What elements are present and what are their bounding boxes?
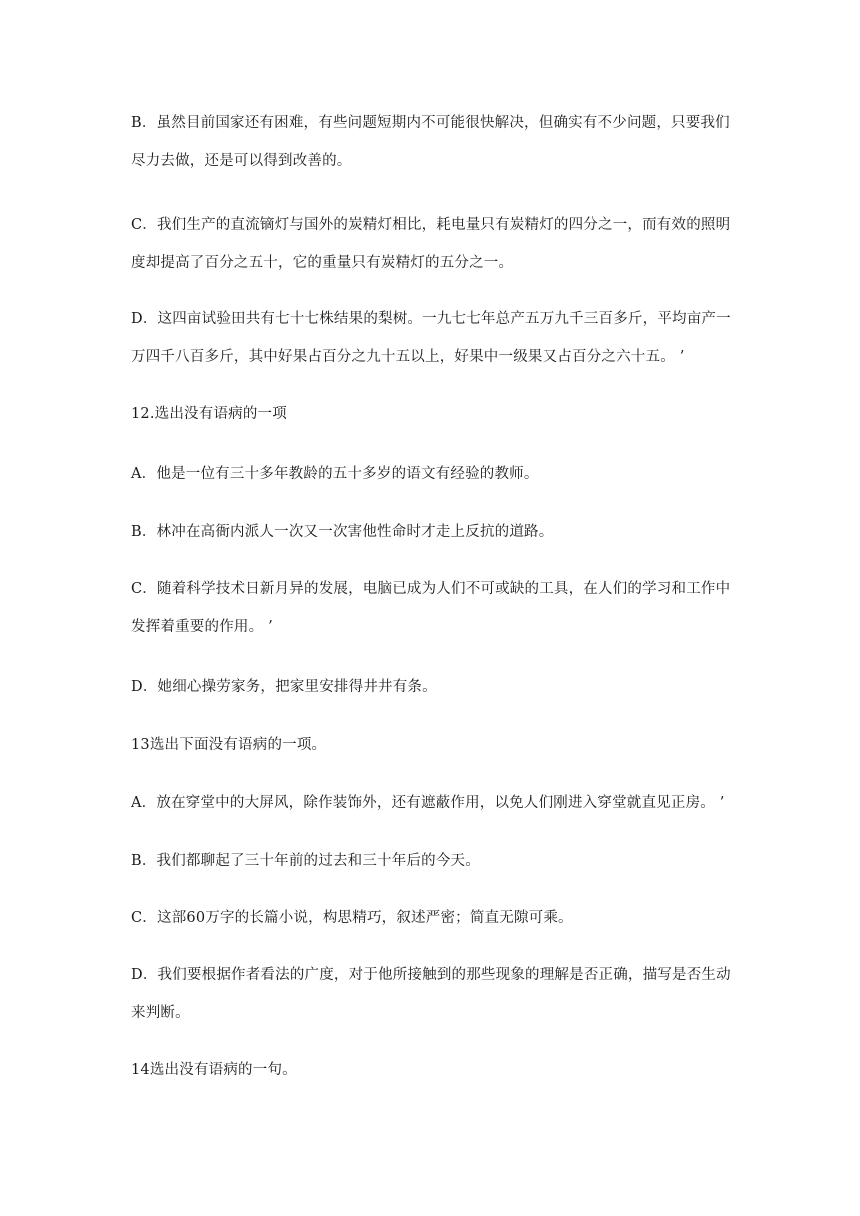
question-12-option-c: C．随着科学技术日新月异的发展，电脑已成为人们不可或缺的工具，在人们的学习和工作中发挥着重要的作用。 ’ xyxy=(131,581,731,635)
question-13-option-a: A．放在穿堂中的大屏风，除作装饰外，还有遮蔽作用，以免人们刚进入穿堂就直见正房。 ’ xyxy=(131,795,725,811)
question-12-prompt: 12.选出没有语病的一项 xyxy=(131,406,287,422)
question-11-option-d: D．这四亩试验田共有七十七株结果的梨树。一九七七年总产五万九千三百多斤，平均亩产一万四千八百多斤，其中好果占百分之九十五以上，好果中一级果又占百分之六十五。 ’ xyxy=(131,311,731,365)
question-12-option-a: A．他是一位有三十多年教龄的五十多岁的语文有经验的教师。 xyxy=(131,466,539,482)
question-12-option-d: D．她细心操劳家务，把家里安排得井井有条。 xyxy=(131,679,437,695)
question-12-option-b: B．林冲在高衙内派人一次又一次害他性命时才走上反抗的道路。 xyxy=(131,524,554,540)
question-11-option-c: C．我们生产的直流镝灯与国外的炭精灯相比，耗电量只有炭精灯的四分之一，而有效的照明度却提高了百分之五十，它的重量只有炭精灯的五分之一。 xyxy=(131,217,731,271)
question-11-option-b: B．虽然目前国家还有困难，有些问题短期内不可能很快解决，但确实有不少问题，只要我们尽力去做，还是可以得到改善的。 xyxy=(131,115,730,169)
question-14-prompt: 14选出没有语病的一句。 xyxy=(131,1062,297,1078)
question-13-option-d: D．我们要根据作者看法的广度，对于他所接触到的那些现象的理解是否正确，描写是否生动来判断。 xyxy=(131,967,731,1021)
question-13-prompt: 13选出下面没有语病的一项。 xyxy=(131,737,327,753)
question-13-option-c: C．这部60万字的长篇小说，构思精巧，叙述严密；简直无隙可乘。 xyxy=(131,910,573,926)
question-13-option-b: B．我们都聊起了三十年前的过去和三十年后的今天。 xyxy=(131,853,480,869)
